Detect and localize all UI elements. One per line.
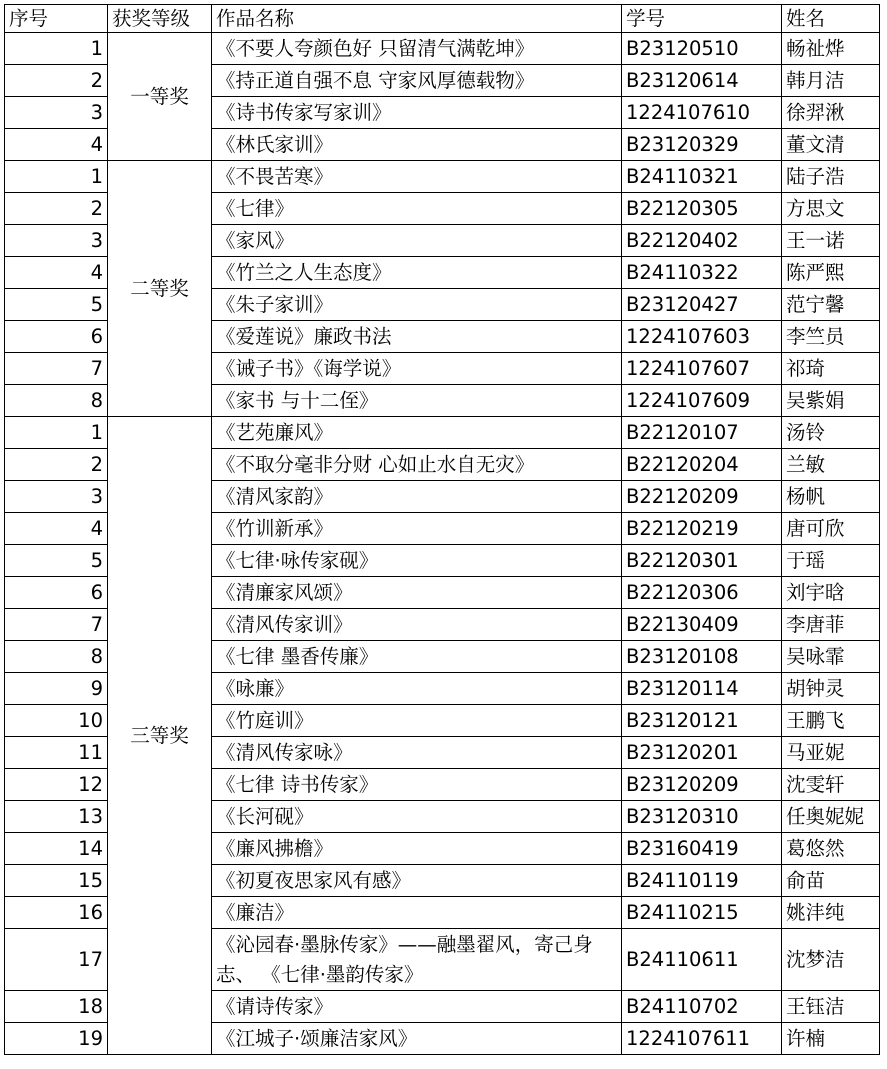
row-student-id: B22120305 [622,193,782,225]
row-seq: 17 [5,929,108,991]
row-seq: 16 [5,897,108,929]
row-seq: 4 [5,129,108,161]
row-title: 《不取分毫非分财 心如止水自无灾》 [212,449,622,481]
row-title: 《咏廉》 [212,673,622,705]
row-title: 《初夏夜思家风有感》 [212,865,622,897]
row-name: 于瑶 [782,545,880,577]
table-row [5,33,880,65]
row-title: 《林氏家训》 [212,129,622,161]
row-seq: 3 [5,481,108,513]
row-seq: 1 [5,33,108,65]
row-student-id: 1224107611 [622,1023,782,1055]
row-name: 杨帆 [782,481,880,513]
award-level-cell: 二等奖 [108,161,212,417]
row-title: 《不要人夸颜色好 只留清气满乾坤》 [212,33,622,65]
row-name: 姚沣纯 [782,897,880,929]
row-title: 《清风家韵》 [212,481,622,513]
row-title: 《请诗传家》 [212,991,622,1023]
row-title: 《持正道自强不息 守家风厚德载物》 [212,65,622,97]
row-name: 祁琦 [782,353,880,385]
row-name: 葛悠然 [782,833,880,865]
row-title: 《七律 墨香传廉》 [212,641,622,673]
row-title: 《家书 与十二侄》 [212,385,622,417]
row-name: 韩月洁 [782,65,880,97]
row-student-id: B23120108 [622,641,782,673]
row-student-id: B23120209 [622,769,782,801]
row-title: 《七律·咏传家砚》 [212,545,622,577]
row-title: 《竹庭训》 [212,705,622,737]
row-seq: 12 [5,769,108,801]
row-name: 吴紫娟 [782,385,880,417]
row-student-id: B22120219 [622,513,782,545]
row-student-id: B24110702 [622,991,782,1023]
table-row [5,417,880,449]
row-name: 胡钟灵 [782,673,880,705]
row-student-id: 1224107609 [622,385,782,417]
row-title: 《沁园春·墨脉传家》——融墨翟风，寄己身志、 《七律·墨韵传家》 [212,929,622,991]
row-seq: 10 [5,705,108,737]
award-level-cell: 三等奖 [108,417,212,1055]
row-name: 畅祉烨 [782,33,880,65]
row-name: 汤铃 [782,417,880,449]
row-seq: 8 [5,641,108,673]
row-student-id: B23160419 [622,833,782,865]
row-name: 唐可欣 [782,513,880,545]
row-name: 陆子浩 [782,161,880,193]
row-title: 《爱莲说》廉政书法 [212,321,622,353]
row-name: 许楠 [782,1023,880,1055]
row-student-id: 1224107607 [622,353,782,385]
row-student-id: B23120510 [622,33,782,65]
row-title: 《朱子家训》 [212,289,622,321]
row-name: 俞苗 [782,865,880,897]
row-title: 《廉风拂檐》 [212,833,622,865]
row-title: 《清风传家训》 [212,609,622,641]
row-student-id: B22120306 [622,577,782,609]
row-title: 《廉洁》 [212,897,622,929]
award-level-cell: 一等奖 [108,33,212,161]
row-student-id: B23120310 [622,801,782,833]
row-name: 王一诺 [782,225,880,257]
row-name: 王鹏飞 [782,705,880,737]
row-seq: 1 [5,161,108,193]
row-student-id: 1224107610 [622,97,782,129]
row-student-id: B22120402 [622,225,782,257]
row-title: 《家风》 [212,225,622,257]
row-seq: 1 [5,417,108,449]
header-row [5,5,880,33]
row-student-id: B22120301 [622,545,782,577]
row-seq: 5 [5,545,108,577]
row-name: 马亚妮 [782,737,880,769]
row-name: 徐羿湫 [782,97,880,129]
row-seq: 7 [5,609,108,641]
row-seq: 2 [5,193,108,225]
row-name: 沈梦洁 [782,929,880,991]
row-seq: 2 [5,449,108,481]
row-student-id: B23120201 [622,737,782,769]
header-seq: 序号 [5,5,108,33]
row-name: 李唐菲 [782,609,880,641]
row-student-id: 1224107603 [622,321,782,353]
row-seq: 7 [5,353,108,385]
row-title: 《七律》 [212,193,622,225]
row-seq: 8 [5,385,108,417]
row-title: 《诗书传家写家训》 [212,97,622,129]
row-student-id: B22120204 [622,449,782,481]
row-name: 董文清 [782,129,880,161]
row-name: 任奥妮妮 [782,801,880,833]
row-student-id: B23120329 [622,129,782,161]
row-student-id: B23120121 [622,705,782,737]
row-name: 沈雯轩 [782,769,880,801]
row-student-id: B24110321 [622,161,782,193]
row-seq: 6 [5,577,108,609]
header-student-id: 学号 [622,5,782,33]
table-row [5,161,880,193]
row-title: 《江城子·颂廉洁家风》 [212,1023,622,1055]
row-seq: 14 [5,833,108,865]
row-seq: 15 [5,865,108,897]
row-seq: 3 [5,225,108,257]
row-name: 陈严熙 [782,257,880,289]
row-seq: 2 [5,65,108,97]
table-body [5,33,880,1055]
row-seq: 4 [5,513,108,545]
row-student-id: B24110215 [622,897,782,929]
row-name: 王钰洁 [782,991,880,1023]
row-name: 方思文 [782,193,880,225]
row-seq: 11 [5,737,108,769]
header-title: 作品名称 [212,5,622,33]
row-title: 《七律 诗书传家》 [212,769,622,801]
row-seq: 13 [5,801,108,833]
row-seq: 5 [5,289,108,321]
row-seq: 9 [5,673,108,705]
row-name: 吴咏霏 [782,641,880,673]
row-student-id: B24110322 [622,257,782,289]
row-seq: 6 [5,321,108,353]
row-student-id: B24110611 [622,929,782,991]
row-student-id: B22120209 [622,481,782,513]
row-title: 《长河砚》 [212,801,622,833]
header-name: 姓名 [782,5,880,33]
row-title: 《诫子书》《诲学说》 [212,353,622,385]
row-seq: 3 [5,97,108,129]
row-student-id: B22130409 [622,609,782,641]
row-student-id: B24110119 [622,865,782,897]
header-level: 获奖等级 [108,5,212,33]
row-title: 《不畏苦寒》 [212,161,622,193]
award-table [4,4,880,1055]
row-seq: 4 [5,257,108,289]
row-name: 李竺员 [782,321,880,353]
row-student-id: B22120107 [622,417,782,449]
row-title: 《清廉家风颂》 [212,577,622,609]
row-student-id: B23120614 [622,65,782,97]
row-name: 兰敏 [782,449,880,481]
row-title: 《竹兰之人生态度》 [212,257,622,289]
row-student-id: B23120114 [622,673,782,705]
row-title: 《竹训新承》 [212,513,622,545]
row-name: 范宁馨 [782,289,880,321]
row-seq: 19 [5,1023,108,1055]
row-title: 《清风传家咏》 [212,737,622,769]
row-title: 《艺苑廉风》 [212,417,622,449]
row-name: 刘宇晗 [782,577,880,609]
row-seq: 18 [5,991,108,1023]
row-student-id: B23120427 [622,289,782,321]
